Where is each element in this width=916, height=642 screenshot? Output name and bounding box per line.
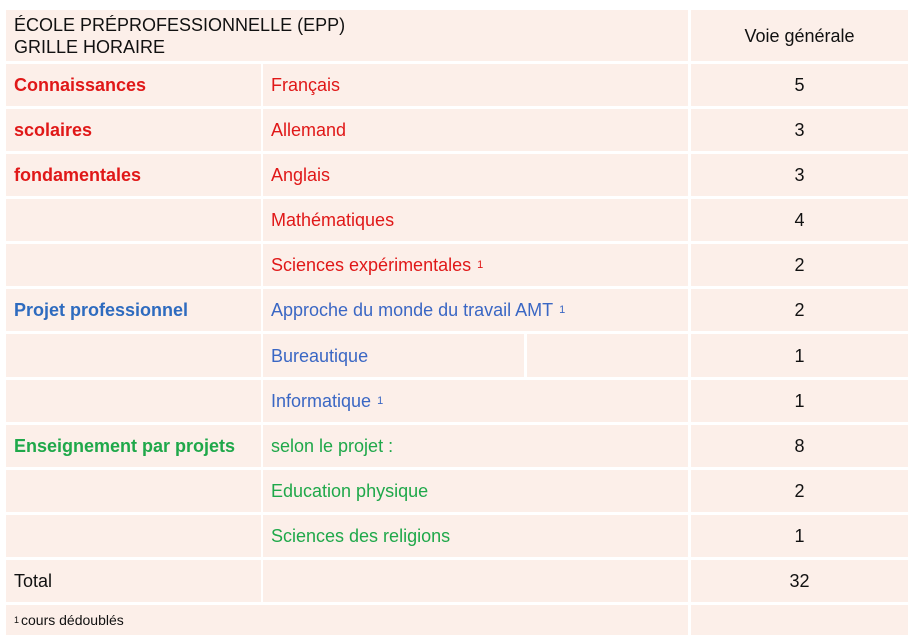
hours-value: 3 (794, 120, 805, 140)
total-label-cell (6, 560, 261, 602)
subject-label: selon le projet : (271, 436, 394, 456)
hours-value: 2 (794, 255, 805, 275)
hours-value: 3 (794, 165, 805, 185)
category-cell (6, 244, 261, 286)
subject-label: Français (271, 75, 341, 95)
category-label: fondamentales (14, 165, 142, 185)
subject-label: Allemand (271, 120, 347, 140)
subject-label: Sciences des religions (271, 526, 451, 546)
category-cell (6, 334, 261, 377)
category-label: Enseignement par projets (14, 436, 236, 456)
hours-cell (691, 380, 908, 422)
category-cell (6, 64, 261, 106)
header-title-cell (6, 10, 688, 61)
category-cell (6, 154, 261, 196)
hours-value: 1 (794, 345, 805, 366)
total-hours-cell (691, 560, 908, 602)
total-hours: 32 (789, 571, 810, 591)
subject-label: Education physique (271, 481, 429, 501)
hours-cell (691, 244, 908, 286)
subject-cell: Approche du monde du travail AMT 1 (263, 289, 688, 331)
subject-cell (263, 515, 688, 557)
hours-value: 2 (794, 300, 805, 320)
empty-cell (691, 605, 908, 635)
category-label: scolaires (14, 120, 93, 140)
footnote-text: cours dédoublés (21, 612, 124, 628)
hours-value: 2 (794, 481, 805, 501)
header-title-line2: GRILLE HORAIRE (14, 36, 166, 57)
subject-cell (263, 425, 688, 467)
hours-value: 1 (794, 526, 805, 546)
subject-label: Bureautique (271, 345, 369, 366)
subject-label: Mathématiques (271, 210, 395, 230)
footnote-cell: 1 cours dédoublés (6, 605, 688, 635)
hours-cell (691, 470, 908, 512)
hours-cell (691, 154, 908, 196)
subject-label: Approche du monde du travail AMT (271, 300, 554, 320)
category-label: Projet professionnel (14, 300, 189, 320)
header-title-line1: ÉCOLE PRÉPROFESSIONNELLE (EPP) (14, 14, 346, 35)
header-column-cell (691, 10, 908, 61)
subject-cell (263, 199, 688, 241)
hours-cell (691, 515, 908, 557)
subject-label: Anglais (271, 165, 331, 185)
column-label: Voie générale (744, 25, 855, 46)
subject-cell: Sciences expérimentales 1 (263, 244, 688, 286)
subject-cell (263, 109, 688, 151)
category-label: Connaissances (14, 75, 147, 95)
category-cell (6, 289, 261, 331)
subject-label: Sciences expérimentales (271, 255, 472, 275)
category-cell (6, 199, 261, 241)
subject-label: Informatique (271, 391, 372, 411)
category-cell (6, 425, 261, 467)
subject-cell: Informatique 1 (263, 380, 688, 422)
subject-cell (263, 64, 688, 106)
hours-cell (691, 289, 908, 331)
empty-cell (527, 334, 688, 377)
hours-value: 5 (794, 75, 805, 95)
hours-cell (691, 425, 908, 467)
subject-cell (263, 334, 524, 377)
category-cell (6, 470, 261, 512)
category-cell (6, 380, 261, 422)
hours-value: 4 (794, 210, 805, 230)
hours-cell (691, 334, 908, 377)
hours-cell (691, 64, 908, 106)
hours-cell (691, 109, 908, 151)
total-label: Total (14, 571, 53, 591)
category-cell (6, 515, 261, 557)
hours-value: 1 (794, 391, 805, 411)
subject-cell (263, 470, 688, 512)
hours-cell (691, 199, 908, 241)
category-cell (6, 109, 261, 151)
hours-value: 8 (794, 436, 805, 456)
subject-cell (263, 154, 688, 196)
empty-cell (263, 560, 688, 602)
